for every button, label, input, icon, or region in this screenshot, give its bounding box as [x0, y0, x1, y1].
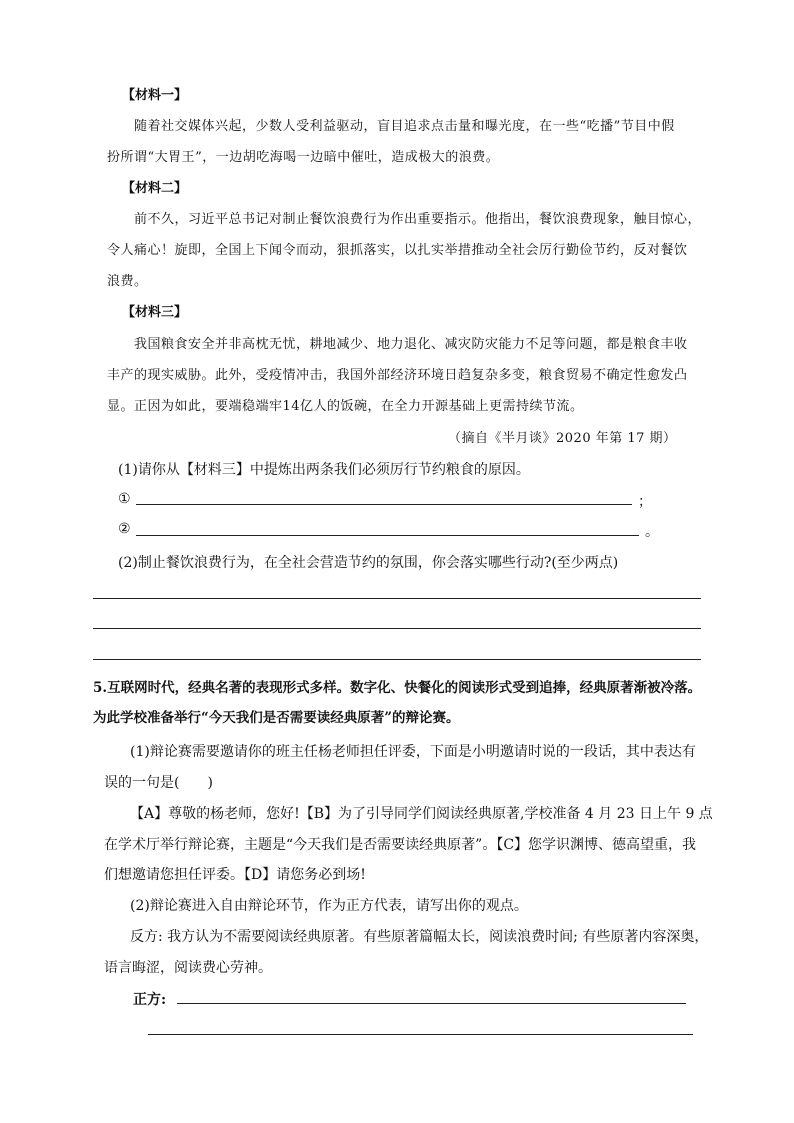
q4-item2-end: 。 [645, 524, 659, 540]
q4-item2-answer-line[interactable] [136, 535, 639, 536]
q5-quote-line-2: 在学术厅举行辩论赛，主题是“今天我们是否需要读经典原著”。【C】您学识渊博、德高望重，我 [104, 837, 697, 853]
material-1-heading: 【材料一】 [122, 88, 188, 103]
q5-sub1-line-2: 误的一句是( ) [104, 775, 213, 791]
q4-sub2-answer-line-3[interactable] [93, 659, 701, 660]
material-3-heading: 【材料三】 [122, 305, 188, 320]
material-3-line-1: 我国粮食安全并非高枕无忧，耕地减少、地力退化、减灾防灾能力不足等问题，都是粮食丰收 [134, 337, 688, 352]
q5-quote-line-1: 【A】尊敬的杨老师，您好!【B】为了引导同学们阅读经典原著,学校准备 4 月 23 日上午 9 点 [130, 806, 713, 822]
q4-item1-marker: ① [118, 491, 131, 507]
q5-pro-answer-line-1[interactable] [177, 1003, 686, 1004]
q5-con-line-1: 反方: 我方认为不需要阅读经典原著。有些原著篇幅太长，阅读浪费时间; 有些原著内容深奥， [130, 929, 709, 945]
q5-sub2-prompt: (2)辩论赛进入自由辩论环节，作为正方代表，请写出你的观点。 [130, 898, 528, 914]
material-2-line-3: 浪费。 [107, 274, 148, 289]
q5-pro-label: 正方: [133, 992, 167, 1008]
q5-con-line-2: 语言晦涩，阅读费心劳神。 [104, 960, 272, 976]
q4-sub2-answer-line-2[interactable] [93, 628, 701, 629]
q4-item1-end: ； [638, 494, 652, 510]
material-3-source: （摘自《半月谈》2020 年第 17 期） [448, 431, 677, 446]
q4-sub2-prompt: (2)制止餐饮浪费行为，在全社会营造节约的氛围，你会落实哪些行动?(至少两点) [118, 555, 619, 571]
q5-quote-line-3: 们想邀请您担任评委。【D】请您务必到场! [104, 867, 366, 883]
material-3-line-2: 丰产的现实威胁。此外，受疫情冲击，我国外部经济环境日趋复杂多变，粮食贸易不确定性愈发凸 [107, 368, 688, 383]
q4-item2-marker: ② [118, 521, 131, 537]
material-2-heading: 【材料二】 [122, 181, 188, 196]
q5-sub1-line-1: (1)辩论赛需要邀请你的班主任杨老师担任评委，下面是小明邀请时说的一段话，其中表达有 [130, 744, 696, 760]
q5-stem-line-2: 为此学校准备举行“今天我们是否需要读经典原著”的辩论赛。 [93, 710, 460, 726]
q4-item1-answer-line[interactable] [136, 504, 632, 505]
material-1-line-1: 随着社交媒体兴起，少数人受利益驱动，盲目追求点击量和曝光度，在一些“吃播”节目中假 [134, 119, 675, 134]
material-1-line-2: 扮所谓“大胃王”，一边胡吃海喝一边暗中催吐，造成极大的浪费。 [107, 150, 500, 165]
q4-sub1-prompt: (1)请你从【材料三】中提炼出两条我们必须厉行节约粮食的原因。 [118, 462, 530, 478]
material-2-line-1: 前不久，习近平总书记对制止餐饮浪费行为作出重要指示。他指出，餐饮浪费现象，触目惊心， [134, 212, 702, 227]
q4-sub2-answer-line-1[interactable] [93, 598, 701, 599]
q5-pro-answer-line-2[interactable] [148, 1034, 693, 1035]
material-2-line-2: 令人痛心！旋即，全国上下闻令而动，狠抓落实，以扎实举措推动全社会厉行勤俭节约，反对餐饮 [107, 243, 688, 258]
q5-stem-line-1: 5.互联网时代，经典名著的表现形式多样。数字化、快餐化的阅读形式受到追捧，经典原著渐被冷落。 [93, 680, 702, 696]
material-3-line-3: 显。正因为如此，要端稳端牢14亿人的饭碗，在全力开源基础上更需持续节流。 [107, 399, 584, 414]
